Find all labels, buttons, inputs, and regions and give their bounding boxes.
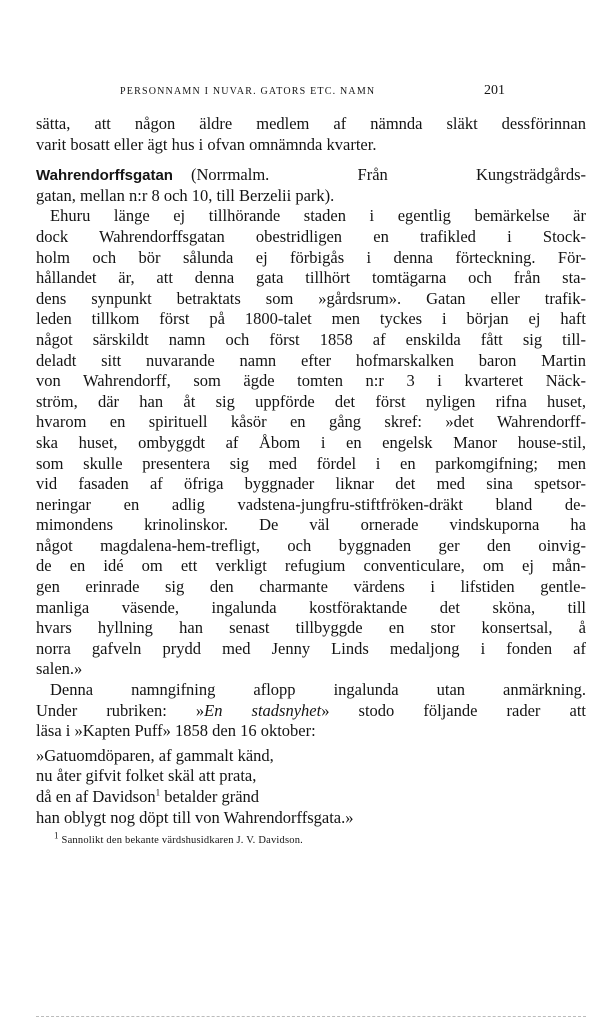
text-line: leden tillkom först på 1800-talet men tyckes i början ej haft <box>36 309 586 329</box>
footnote-marker: 1 <box>54 830 59 841</box>
text-line: salen.» <box>36 659 83 679</box>
entry-heading-line <box>36 165 586 186</box>
text-line: Ehuru länge ej tillhörande staden i egentlig bemärkelse är <box>50 206 586 226</box>
verse-line: »Gatuomdöparen, af gammalt känd, <box>36 745 274 765</box>
text-line: något magdalena-hem-trefligt, och byggnaden ger den oinvig- <box>36 535 586 555</box>
verse-line: han oblygt nog döpt till von Wahrendorffsgata.» <box>36 807 354 827</box>
text-line: neringar en adlig vadstena-jungfru-stiftfröken-dräkt bland de- <box>36 494 586 514</box>
verse-line <box>36 787 353 808</box>
text-line: gatan, mellan n:r 8 och 10, till Berzelii park). <box>36 185 335 205</box>
page-number: 201 <box>484 83 505 98</box>
text-line: hvarom en spirituell kåsör en gång skref: »det Wahrendorff- <box>36 412 586 432</box>
text-line: Denna namngifning aflopp ingalunda utan anmärkning. <box>50 680 586 700</box>
text-line: manliga väsende, ingalunda kostföraktande det sköna, till <box>36 597 586 617</box>
text-line: läsa i »Kapten Puff» 1858 den 16 oktober: <box>36 721 316 741</box>
text-line: norra gafveln prydd med Jenny Linds medaljong i fonden af <box>36 638 586 658</box>
text-line: som skulle presentera sig med fördel i en parkomgifning; men <box>36 453 586 473</box>
text-line: holm och bör sålunda ej förbigås i denna förteckning. För- <box>36 247 586 267</box>
footnote-text: Sannolikt den bekante värdshusidkaren J. V. Davidson. <box>61 835 304 846</box>
text-fragment: betalder gränd <box>160 787 260 806</box>
text-line: ström, där han åt sig uppförde det först nyligen rifna huset, <box>36 391 586 411</box>
body-text <box>36 114 586 828</box>
running-head: PERSONNAMN I NUVAR. GATORS ETC. NAMN <box>120 86 376 97</box>
text-fragment: » stodo följande rader att <box>321 700 586 720</box>
text-line: deladt sitt nuvarande namn efter hofmarskalken baron Martin <box>36 350 586 370</box>
text-line <box>36 701 586 722</box>
text-fragment: Under rubriken: » <box>36 700 205 720</box>
text-line: von Wahrendorff, som ägde tomten n:r 3 i kvarteret Näck- <box>36 371 586 391</box>
verse-line: nu åter gifvit folket skäl att prata, <box>36 766 257 786</box>
footnote <box>54 830 304 846</box>
text-line: dens synpunkt betraktats som »gårdsrum». Gatan eller trafik- <box>36 288 586 308</box>
page-edge-divider <box>36 1016 586 1017</box>
text-line: hållandet är, att denna gata tillhört tomtägarna och från sta- <box>36 268 586 288</box>
entry-headword: Wahrendorffsgatan <box>36 167 173 185</box>
footnote-ref: 1 <box>155 787 161 798</box>
text-line: dock Wahrendorffsgatan obestridligen en trafikled i Stock- <box>36 226 586 246</box>
text-line: gen erinrade sig den charmante värdens i lifstiden gentle- <box>36 577 586 597</box>
text-line: vid fasaden af öfriga byggnader liknar det med sina spetsor- <box>36 474 586 494</box>
text-line: mimondens krinolinskor. De väl ornerade vindskuporna ha <box>36 515 586 535</box>
text-line: varit bosatt eller ägt hus i ofvan omnämnda kvarter. <box>36 134 377 154</box>
text-fragment: (Norrmalm. Från Kungsträdgårds- <box>190 165 586 185</box>
text-fragment: då en af Davidson <box>36 787 156 806</box>
italic-title: En stadsnyhet <box>204 700 322 720</box>
text-line: något särskildt namn och först 1858 af enskilda fått sig till- <box>36 329 586 349</box>
verse <box>36 746 353 828</box>
text-line: ska huset, ombyggdt af Åbom i en engelsk Manor house-stil, <box>36 432 586 452</box>
text-line: sätta, att någon äldre medlem af nämnda släkt dessförinnan <box>36 114 586 133</box>
text-line: hvars hyllning han senast tillbyggde en stor konsertsal, å <box>36 618 586 638</box>
text-line: de en idé om ett verkligt refugium conventiculare, om ej mån- <box>36 556 586 576</box>
